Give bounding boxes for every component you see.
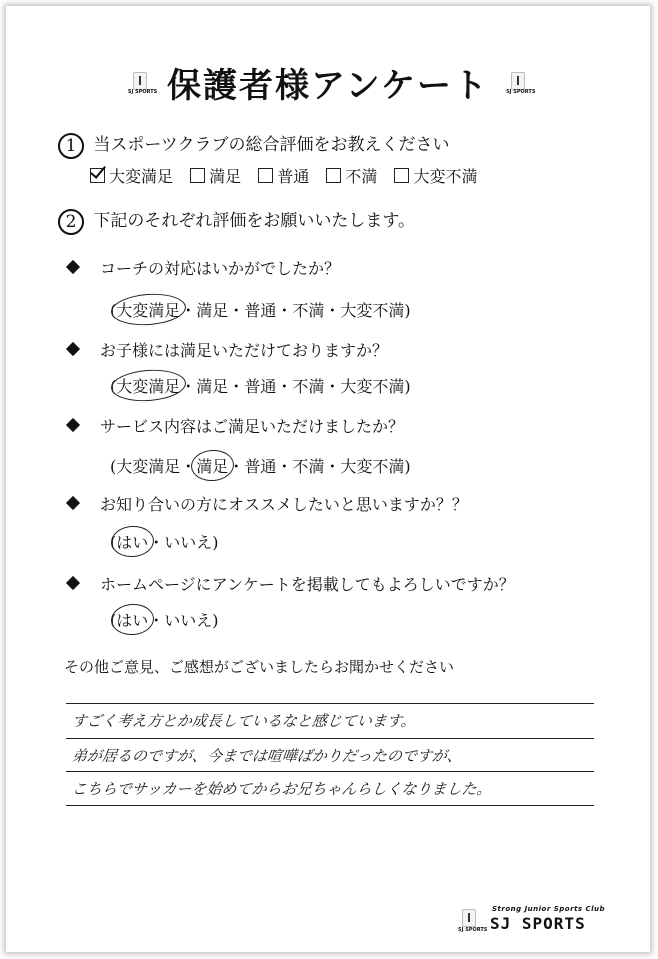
item-publish: ホームページにアンケートを掲載してもよろしいですか？ [64, 572, 515, 595]
item-coach-answers: (大変満足・満足・普通・不満・大変不満) [110, 298, 411, 321]
writing-line [66, 771, 594, 772]
handwritten-comment-line-2[interactable]: 弟が居るのですが、今までは喧嘩ばかりだったのですが、 [71, 747, 463, 765]
question-1-number: 1 [58, 133, 84, 159]
answer[interactable]: いいえ [164, 611, 213, 630]
diamond-bullet-icon [66, 260, 80, 274]
handwritten-comment-line-3[interactable]: こちらでサッカーを始めてからお兄ちゃんらしくなりました。 [71, 780, 493, 798]
writing-line [66, 738, 594, 739]
item-service-answers: (大変満足・満足・普通・不満・大変不満) [110, 454, 411, 477]
answer[interactable]: 不満 [292, 377, 325, 396]
footer-logo [458, 903, 608, 943]
option-satisfied[interactable]: 満足 [190, 164, 241, 187]
answer[interactable]: 大変満足 [116, 457, 181, 476]
option-normal[interactable]: 普通 [258, 164, 309, 187]
checkbox-checked-icon[interactable] [90, 168, 105, 183]
footer-logo-caption: SJ SPORTS [458, 927, 488, 933]
diamond-bullet-icon [66, 342, 80, 356]
footer-brand: SJ SPORTS [490, 914, 586, 933]
checkbox-icon[interactable] [326, 168, 341, 183]
option-very-dissatisfied[interactable]: 大変不満 [394, 164, 477, 187]
club-logo-left [127, 70, 158, 96]
question-2-number: 2 [58, 209, 84, 235]
question-2-text: 下記のそれぞれ評価をお願いいたします。 [93, 211, 416, 231]
page-title: 保護者様アンケート [167, 66, 489, 106]
item-publish-answers: (はい・いいえ) [110, 608, 219, 631]
answer-selected[interactable]: 大変満足 [116, 374, 180, 397]
checkbox-icon[interactable] [190, 168, 205, 183]
diamond-bullet-icon [66, 496, 80, 510]
option-dissatisfied[interactable]: 不満 [326, 164, 377, 187]
answer-selected[interactable]: はい [116, 608, 148, 631]
question-1-text: 当スポーツクラブの総合評価をお教えください [93, 135, 450, 155]
writing-line [66, 805, 594, 806]
answer[interactable]: 大変不満 [340, 301, 405, 320]
other-comments-prompt: その他ご意見、ご感想がございましたらお聞かせください [64, 658, 455, 676]
writing-line [66, 703, 594, 704]
item-child-answers: (大変満足・満足・普通・不満・大変不満) [110, 374, 411, 397]
answer[interactable]: 大変不満 [340, 457, 405, 476]
question-1-options [90, 164, 489, 187]
question-1 [58, 130, 450, 159]
club-logo-caption: SJ SPORTS [127, 88, 158, 95]
item-recommend-answers: (はい・いいえ) [110, 530, 219, 553]
answer[interactable]: 満足 [196, 301, 229, 320]
diamond-bullet-icon [66, 418, 80, 432]
answer[interactable]: 不満 [292, 301, 325, 320]
item-recommend: お知り合いの方にオススメしたいと思いますか？？ [64, 492, 468, 515]
footer-tagline: Strong Junior Sports Club [492, 905, 606, 913]
checkbox-icon[interactable] [258, 168, 273, 183]
handwritten-comment-line-1[interactable]: すごく考え方とか成長しているなと感じています。 [71, 712, 417, 730]
answer-selected[interactable]: 大変満足 [116, 298, 180, 321]
answer[interactable]: いいえ [164, 533, 213, 552]
item-child: お子様には満足いただけておりますか？ [64, 338, 388, 361]
checkbox-icon[interactable] [394, 168, 409, 183]
diamond-bullet-icon [66, 576, 80, 590]
question-2 [58, 206, 415, 235]
title-row [6, 58, 650, 107]
item-service: サービス内容はご満足いただけましたか？ [64, 414, 404, 437]
item-coach: コーチの対応はいかがでしたか？ [64, 256, 340, 279]
club-logo-caption: SJ SPORTS [506, 88, 536, 95]
answer[interactable]: 大変不満 [340, 377, 405, 396]
survey-sheet [6, 6, 650, 952]
answer[interactable]: 満足 [196, 377, 229, 396]
answer[interactable]: 普通 [244, 457, 277, 476]
answer[interactable]: 不満 [292, 457, 325, 476]
answer[interactable]: 普通 [244, 301, 277, 320]
answer-selected[interactable]: 満足 [196, 454, 228, 477]
club-logo-right [506, 70, 536, 96]
club-logo-mark-icon [133, 72, 147, 90]
club-logo-mark-icon [511, 72, 525, 90]
answer[interactable]: 普通 [244, 377, 277, 396]
answer-selected[interactable]: はい [116, 530, 148, 553]
club-logo-mark-icon [462, 909, 476, 927]
option-very-satisfied[interactable]: 大変満足 [90, 164, 173, 187]
